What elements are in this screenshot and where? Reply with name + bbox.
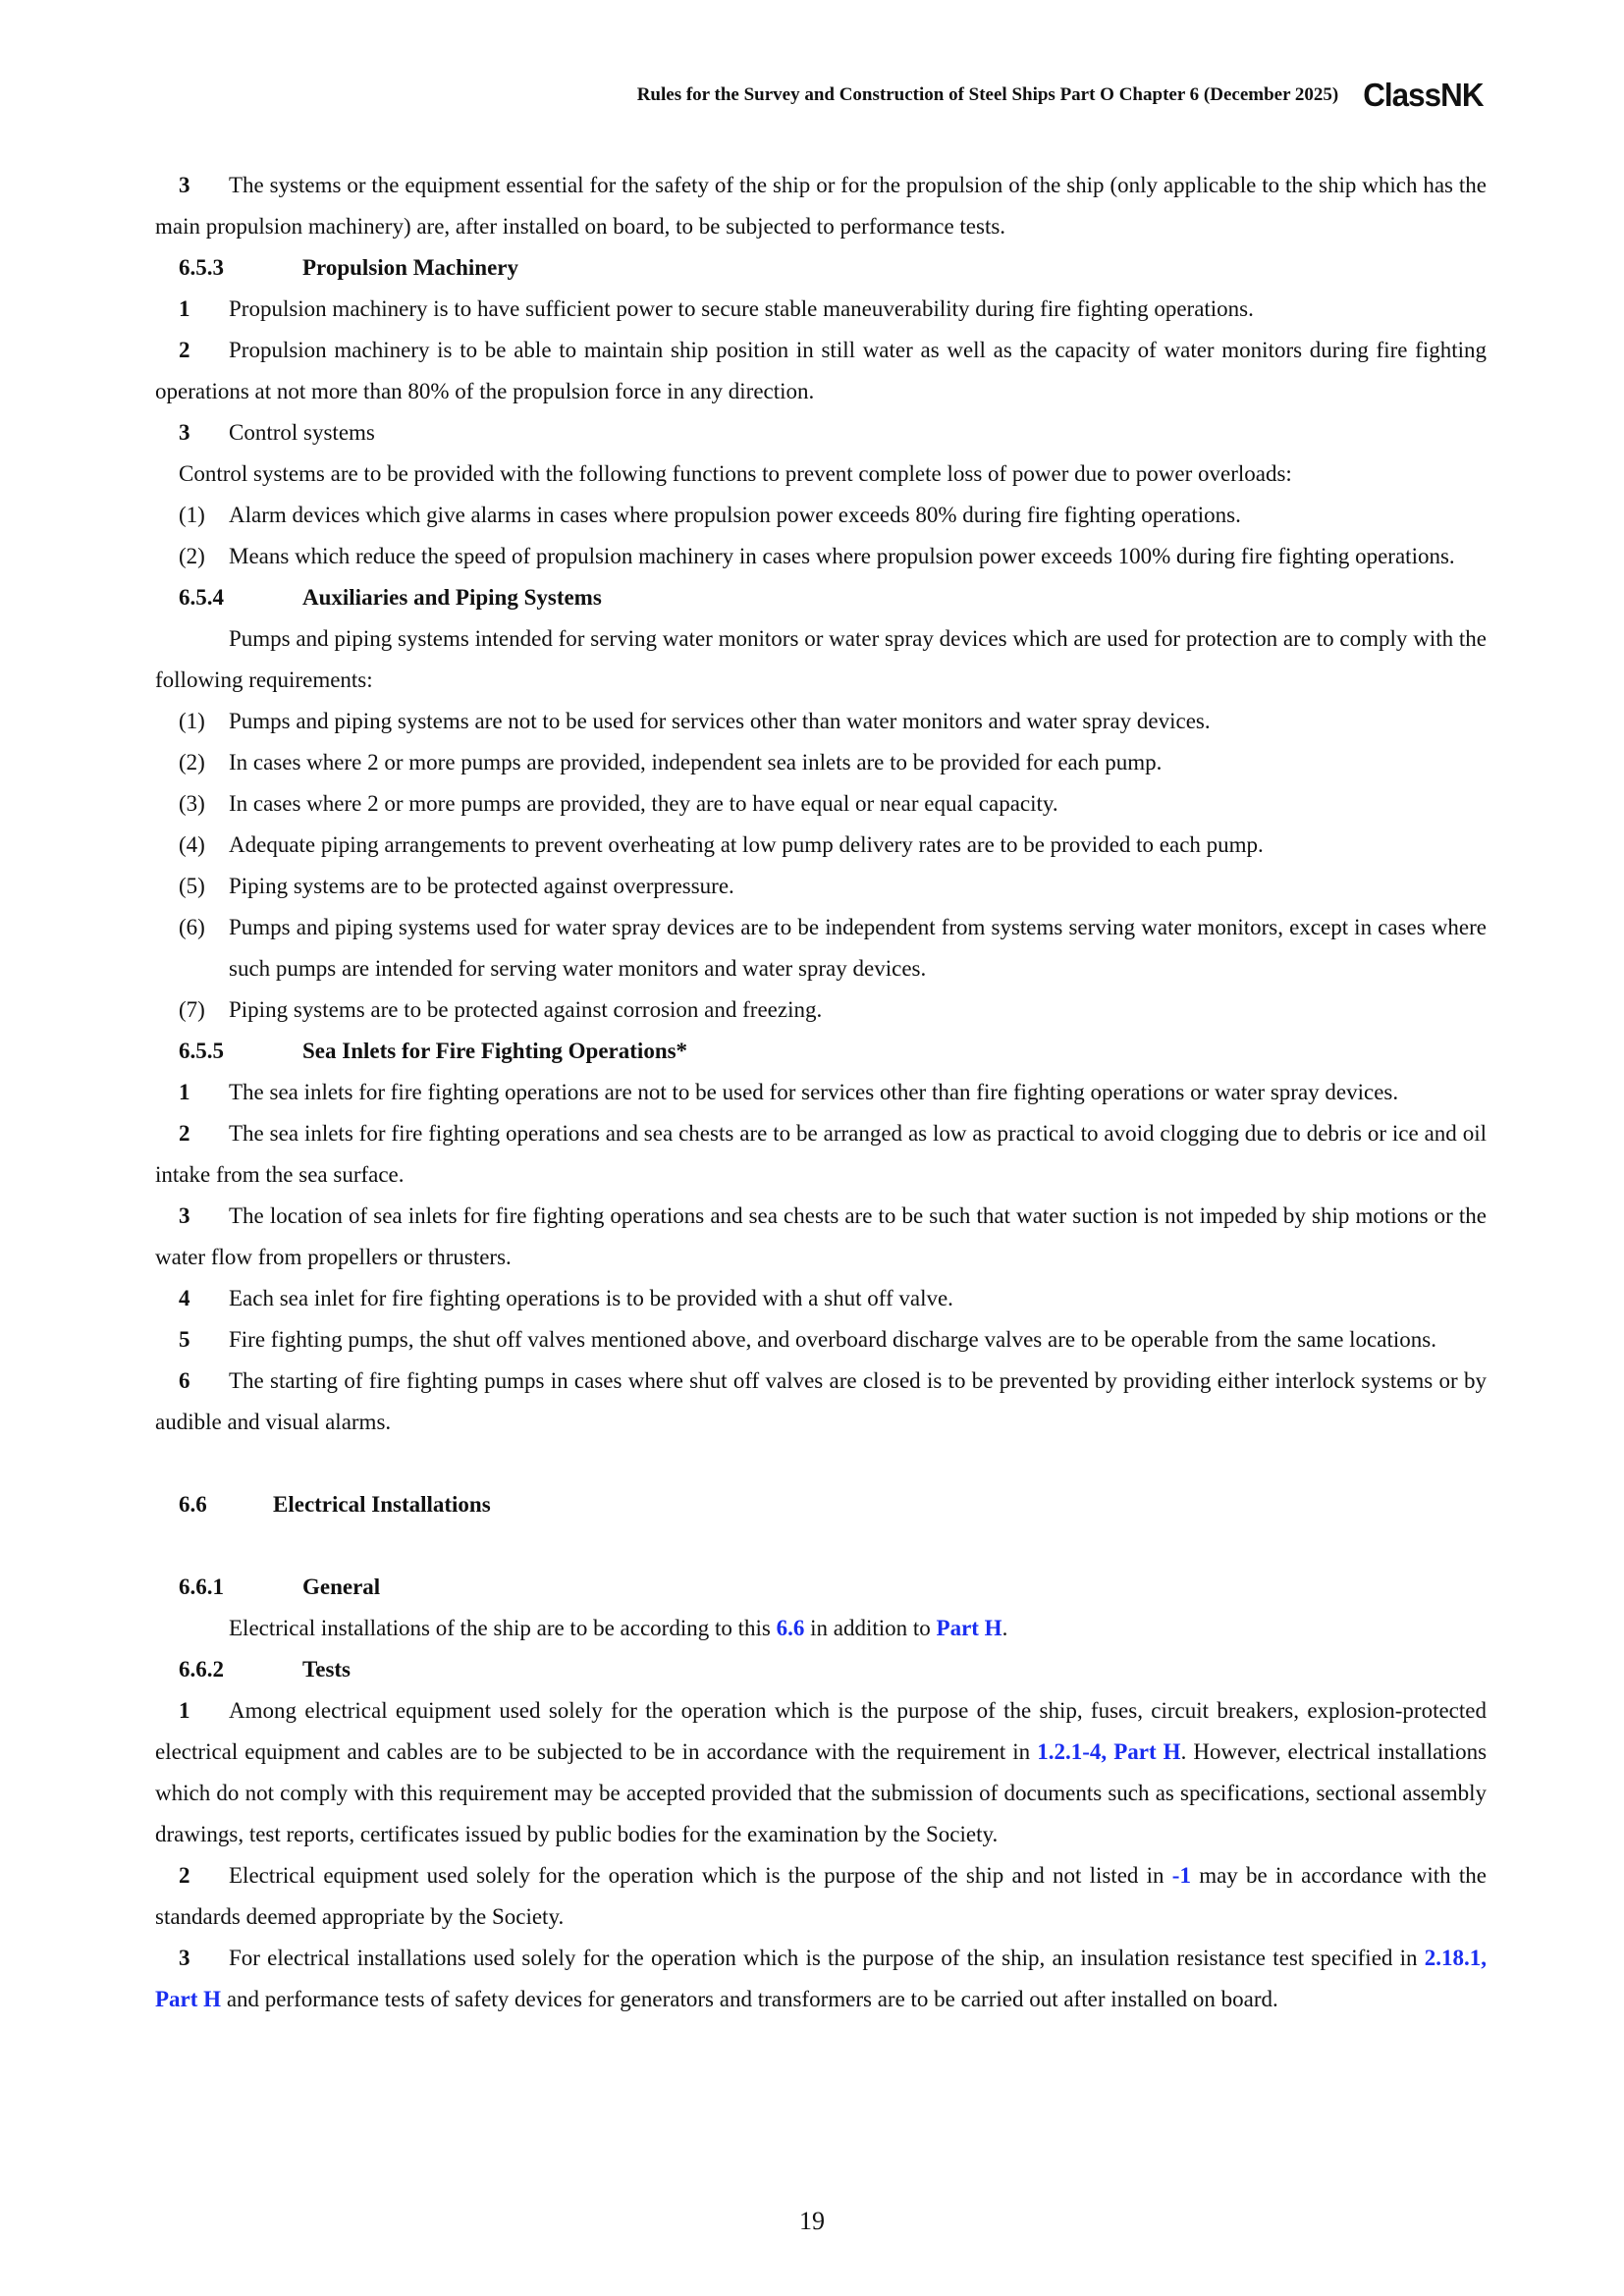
paragraph-number: 4 xyxy=(179,1286,190,1310)
paragraph-number: 1 xyxy=(179,1080,190,1104)
heading-6-6-1 xyxy=(155,1567,1487,1608)
list-item xyxy=(155,701,1487,742)
heading-6-5-3 xyxy=(155,247,1487,289)
list-label: (3) xyxy=(179,791,205,816)
spacer xyxy=(155,1525,1487,1567)
paragraph-text: Control systems xyxy=(229,420,375,445)
list-text: Pumps and piping systems used for water spray devices are to be independent from systems serving water monitors, except in cases where such pumps are intended for serving water monitors and water spray devices. xyxy=(229,915,1487,981)
document-body xyxy=(155,165,1487,2020)
cross-reference-link[interactable]: Part H xyxy=(936,1616,1002,1640)
paragraph-6-5-2-3 xyxy=(155,165,1487,247)
section-number: 6.5.5 xyxy=(179,1039,224,1063)
text-run: For electrical installations used solely for the operation which is the purpose of the ship, an insulation resistance test specified in xyxy=(229,1946,1425,1970)
section-title: Electrical Installations xyxy=(273,1492,491,1517)
paragraph-number: 3 xyxy=(179,420,190,445)
heading-6-6-2 xyxy=(155,1649,1487,1690)
header-title: Rules for the Survey and Construction of Steel Ships Part O Chapter 6 (December 2025) xyxy=(636,84,1339,105)
paragraph-number: 3 xyxy=(179,173,190,197)
paragraph-number: 2 xyxy=(179,1863,190,1888)
list-item xyxy=(155,907,1487,989)
list-item xyxy=(155,866,1487,907)
paragraph-text: The location of sea inlets for fire fighting operations and sea chests are to be such that water suction is not impeded by ship motions or the water flow from propellers or thrusters. xyxy=(155,1203,1487,1269)
list-item xyxy=(155,825,1487,866)
cross-reference-link[interactable]: Part H xyxy=(155,1987,222,2011)
page-header xyxy=(637,77,1487,114)
cross-reference-link[interactable]: 2.18.1 xyxy=(1424,1946,1482,1970)
list-label: (2) xyxy=(179,750,205,774)
paragraph-6-5-3-2 xyxy=(155,330,1487,412)
paragraph-text: The systems or the equipment essential for the safety of the ship or for the propulsion of the ship (only applicable to the ship which has the main propulsion machinery) are, after installed on board, to be subjected to performance tests. xyxy=(155,173,1487,239)
text-run: in addition to xyxy=(804,1616,937,1640)
list-text: Means which reduce the speed of propulsion machinery in cases where propulsion power exceeds 100% during fire fighting operations. xyxy=(229,544,1455,568)
list-text: In cases where 2 or more pumps are provided, independent sea inlets are to be provided for each pump. xyxy=(229,750,1163,774)
cross-reference-link[interactable]: 6.6 xyxy=(776,1616,805,1640)
cross-reference-link[interactable]: Part H xyxy=(1113,1739,1181,1764)
section-number: 6.6.2 xyxy=(179,1657,224,1682)
cross-reference-link[interactable]: -1 xyxy=(1171,1863,1191,1888)
text-run: . xyxy=(1001,1616,1008,1640)
paragraph-6-5-5-5 xyxy=(155,1319,1487,1361)
paragraph-text: Propulsion machinery is to be able to maintain ship position in still water as well as the capacity of water monitors during fire fighting operations at not more than 80% of the propulsion force in any direction. xyxy=(155,338,1487,403)
section-number: 6.5.4 xyxy=(179,585,224,610)
list-text: Pumps and piping systems are not to be used for services other than water monitors and water spray devices. xyxy=(229,709,1211,733)
list-item xyxy=(155,536,1487,577)
page-number: 19 xyxy=(799,2207,825,2235)
paragraph-text: The sea inlets for fire fighting operations and sea chests are to be arranged as low as practical to avoid clogging due to debris or ice and oil intake from the sea surface. xyxy=(155,1121,1487,1187)
list-item xyxy=(155,989,1487,1031)
text-run: , xyxy=(1101,1739,1114,1764)
list-label: (5) xyxy=(179,874,205,898)
paragraph-number: 1 xyxy=(179,296,190,321)
section-title: Tests xyxy=(302,1657,351,1682)
section-number: 6.5.3 xyxy=(179,255,224,280)
paragraph-6-5-5-2 xyxy=(155,1113,1487,1196)
list-label: (7) xyxy=(179,997,205,1022)
list-text: Piping systems are to be protected against corrosion and freezing. xyxy=(229,997,823,1022)
paragraph-6-5-5-1 xyxy=(155,1072,1487,1113)
list-text: Alarm devices which give alarms in cases where propulsion power exceeds 80% during fire fighting operations. xyxy=(229,503,1241,527)
section-title: Propulsion Machinery xyxy=(302,255,519,280)
paragraph-lead: Control systems are to be provided with the following functions to prevent complete loss of power due to power overloads: xyxy=(179,461,1292,486)
paragraph-6-5-5-3 xyxy=(155,1196,1487,1278)
heading-6-5-4 xyxy=(155,577,1487,618)
text-run: Electrical equipment used solely for the operation which is the purpose of the ship and not listed in xyxy=(229,1863,1172,1888)
list-label: (2) xyxy=(179,544,205,568)
list-text: Adequate piping arrangements to prevent overheating at low pump delivery rates are to be provided to each pump. xyxy=(229,832,1264,857)
text-run: . However, electrical installations which do not comply with this requirement may be accepted provided that the submission of documents such as specifications, sectional assembly drawings, test reports, certificates issued by public bodies for the examination by the Society. xyxy=(155,1739,1488,1846)
paragraph-number: 3 xyxy=(179,1203,190,1228)
section-title: General xyxy=(302,1575,381,1599)
heading-6-5-5 xyxy=(155,1031,1487,1072)
paragraph-6-6-2-2 xyxy=(155,1855,1487,1938)
paragraph-number: 5 xyxy=(179,1327,190,1352)
list-text: Piping systems are to be protected against overpressure. xyxy=(229,874,734,898)
text-run: , xyxy=(1481,1946,1487,1970)
text-run: Among electrical equipment used solely for the operation which is the purpose of the ship, fuses, circuit breakers, explosion-protected electrical equipment and cables are to be subjected to be in accordance with the requirement in xyxy=(155,1698,1487,1764)
cross-reference-link[interactable]: 1.2.1-4 xyxy=(1037,1739,1102,1764)
paragraph-text: Propulsion machinery is to have sufficient power to secure stable maneuverability during fire fighting operations. xyxy=(229,296,1254,321)
paragraph-6-5-3-3 xyxy=(155,412,1487,454)
list-item xyxy=(155,742,1487,783)
paragraph-text: The sea inlets for fire fighting operations are not to be used for services other than fire fighting operations or water spray devices. xyxy=(229,1080,1399,1104)
paragraph-6-6-1 xyxy=(155,1608,1487,1649)
list-label: (1) xyxy=(179,709,205,733)
paragraph-6-5-5-6 xyxy=(155,1361,1487,1443)
text-run: and performance tests of safety devices for generators and transformers are to be carried out after installed on board. xyxy=(221,1987,1278,2011)
list-text: In cases where 2 or more pumps are provided, they are to have equal or near equal capacity. xyxy=(229,791,1058,816)
text-run: may be in accordance with the standards deemed appropriate by the Society. xyxy=(155,1863,1487,1929)
paragraph-6-5-3-1 xyxy=(155,289,1487,330)
list-label: (1) xyxy=(179,503,205,527)
paragraph-number: 2 xyxy=(179,1121,190,1146)
paragraph-number: 1 xyxy=(179,1698,190,1723)
classnk-logo: ClassNK xyxy=(1363,77,1484,113)
section-title: Sea Inlets for Fire Fighting Operations* xyxy=(302,1039,688,1063)
paragraph-6-6-2-3 xyxy=(155,1938,1487,2020)
heading-6-6 xyxy=(155,1484,1487,1525)
list-item xyxy=(155,783,1487,825)
paragraph-text: Fire fighting pumps, the shut off valves mentioned above, and overboard discharge valves are to be operable from the same locations. xyxy=(229,1327,1436,1352)
paragraph-number: 6 xyxy=(179,1368,190,1393)
paragraph-number: 2 xyxy=(179,338,190,362)
paragraph-number: 3 xyxy=(179,1946,190,1970)
section-title: Auxiliaries and Piping Systems xyxy=(302,585,602,610)
paragraph-text: The starting of fire fighting pumps in cases where shut off valves are closed is to be prevented by providing either interlock systems or by audible and visual alarms. xyxy=(155,1368,1487,1434)
paragraph-intro: Pumps and piping systems intended for serving water monitors or water spray devices which are used for protection are to comply with the following requirements: xyxy=(155,626,1487,692)
list-label: (6) xyxy=(179,915,205,939)
section-number: 6.6 xyxy=(179,1492,207,1517)
paragraph-text: Each sea inlet for fire fighting operations is to be provided with a shut off valve. xyxy=(229,1286,953,1310)
section-number: 6.6.1 xyxy=(179,1575,224,1599)
list-item xyxy=(155,495,1487,536)
paragraph-6-6-2-1 xyxy=(155,1690,1487,1855)
text-run: Electrical installations of the ship are to be according to this xyxy=(229,1616,777,1640)
list-label: (4) xyxy=(179,832,205,857)
paragraph-6-5-5-4 xyxy=(155,1278,1487,1319)
